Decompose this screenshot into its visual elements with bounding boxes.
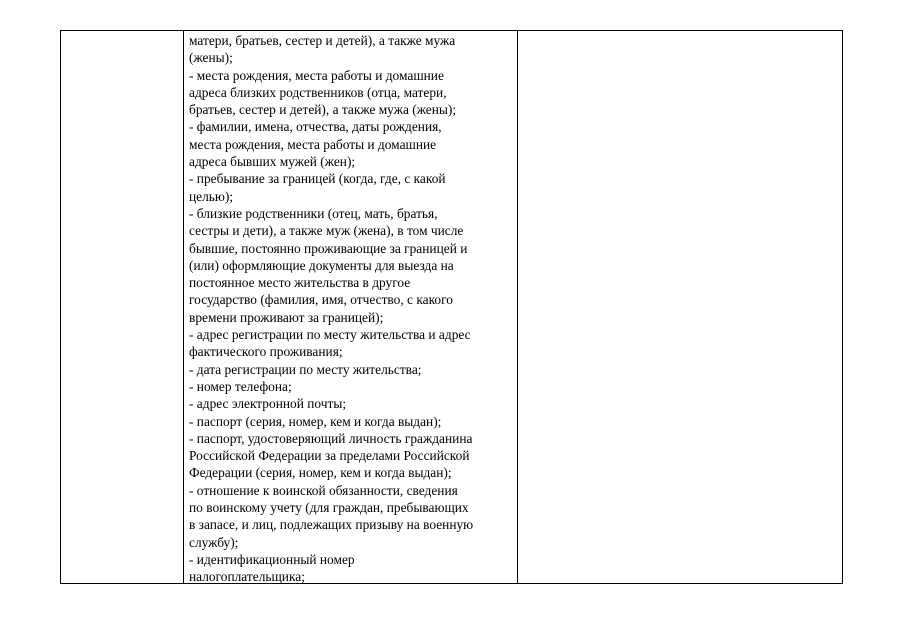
text-line: времени проживают за границей); [189, 309, 384, 325]
text-line: по воинскому учету (для граждан, пребывающих [189, 500, 469, 516]
text-line: - адрес регистрации по месту жительства и адрес [189, 327, 471, 343]
text-line: - номер телефона; [189, 378, 292, 394]
text-line: - идентификационный номер [189, 551, 355, 567]
text-line: (жены); [189, 50, 233, 66]
text-line: места рождения, места работы и домашние [189, 136, 437, 152]
text-line: Федерации (серия, номер, кем и когда выдан); [189, 465, 452, 481]
text-line: государство (фамилия, имя, отчество, с какого [189, 292, 453, 308]
text-line: - пребывание за границей (когда, где, с какой [189, 171, 446, 187]
text-line: - близкие родственники (отец, мать, братья, [189, 205, 438, 221]
text-line: - места рождения, места работы и домашние [189, 67, 444, 83]
text-line: Российской Федерации за пределами Российской [189, 448, 470, 464]
text-line: постоянное место жительства в другое [189, 275, 411, 291]
text-line: - дата регистрации по месту жительства; [189, 361, 422, 377]
table-column-divider-left [183, 31, 184, 583]
text-line: бывшие, постоянно проживающие за границей и [189, 240, 468, 256]
middle-cell-text [189, 32, 515, 586]
text-line: - паспорт, удостоверяющий личность гражданина [189, 430, 473, 446]
text-line: фактического проживания; [189, 344, 343, 360]
text-line: - отношение к воинской обязанности, сведения [189, 482, 458, 498]
text-line: - адрес электронной почты; [189, 396, 347, 412]
text-line: сестры и дети), а также муж (жена), в том числе [189, 223, 464, 239]
text-line: адреса близких родственников (отца, матери, [189, 84, 447, 100]
text-line: налогоплательщика; [189, 569, 305, 585]
text-line: адреса бывших мужей (жен); [189, 154, 356, 170]
text-line: братьев, сестер и детей), а также мужа (жены); [189, 102, 457, 118]
text-line: (или) оформляющие документы для выезда на [189, 257, 454, 273]
table-column-divider-right [517, 31, 518, 583]
text-line: - фамилии, имена, отчества, даты рождения, [189, 119, 442, 135]
document-table [60, 30, 843, 584]
text-line: - паспорт (серия, номер, кем и когда выдан); [189, 413, 442, 429]
text-line: в запасе, и лиц, подлежащих призыву на военную [189, 517, 474, 533]
text-line: матери, братьев, сестер и детей), а также мужа [189, 33, 456, 48]
text-line: целью); [189, 188, 234, 204]
text-line: службу); [189, 534, 239, 550]
